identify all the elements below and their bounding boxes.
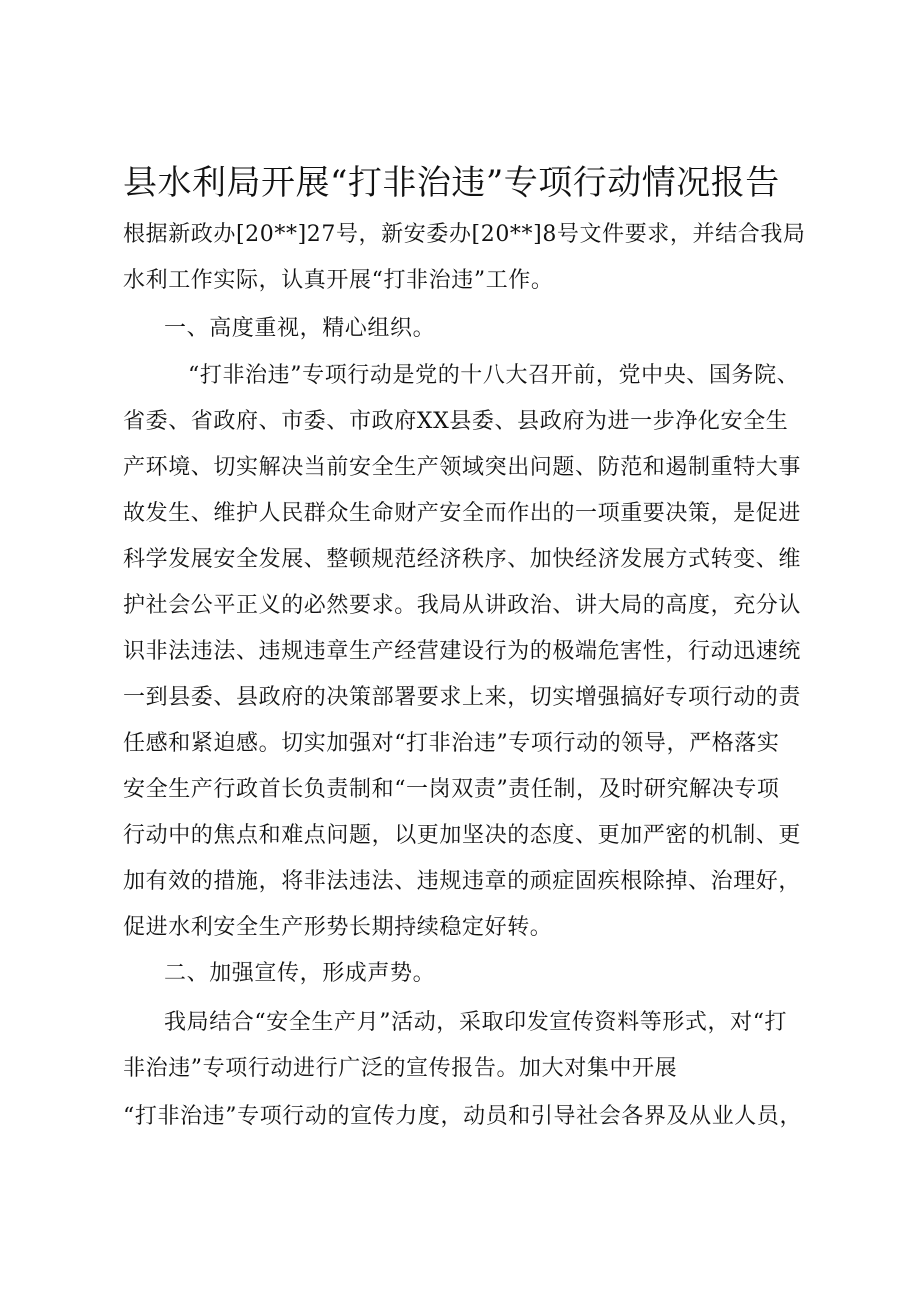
paragraph-line: 水利工作实际，认真开展“打非治违”工作。 — [123, 268, 554, 293]
paragraph-line: 促进水利安全生产形势长期持续稳定好转。 — [123, 915, 553, 940]
paragraph-line: 故发生、维护人民群众生命财产安全而作出的一项重要决策，是促进 — [123, 501, 802, 526]
section-heading-1: 一、高度重视，精心组织。 — [164, 316, 436, 341]
paragraph-line: “打非治违”专项行动的宣传力度，动员和引导社会各界及从业人员， — [123, 1104, 803, 1129]
paragraph-line: 根据新政办[20**]27号，新安委办[20**]8号文件要求，并结合我局 — [123, 222, 806, 247]
paragraph-line: 安全生产行政首长负责制和“一岗双责”责任制，及时研究解决专项 — [123, 777, 780, 802]
paragraph-line: 一到县委、县政府的决策部署要求上来，切实增强搞好专项行动的责 — [123, 685, 802, 710]
paragraph-line: 识非法违法、违规违章生产经营建设行为的极端危害性，行动迅速统 — [123, 639, 802, 664]
paragraph-line: 非治违”专项行动进行广泛的宣传报告。加大对集中开展 — [123, 1056, 678, 1081]
paragraph-line: 行动中的焦点和难点问题，以更加坚决的态度、更加严密的机制、更 — [123, 823, 802, 848]
paragraph-line: 省委、省政府、市委、市政府XX县委、县政府为进一步净化安全生 — [123, 409, 789, 434]
paragraph-line: 科学发展安全发展、整顿规范经济秩序、加快经济发展方式转变、维 — [123, 547, 802, 572]
paragraph-line: 加有效的措施，将非法违法、违规违章的顽症固疾根除掉、治理好， — [123, 869, 802, 894]
paragraph-line: 产环境、切实解决当前安全生产领域突出问题、防范和遏制重特大事 — [123, 455, 802, 480]
paragraph-line: 我局结合“安全生产月”活动，采取印发宣传资料等形式，对“打 — [164, 1010, 788, 1035]
document-title: 县水利局开展“打非治违”专项行动情况报告 — [123, 163, 780, 203]
paragraph-line: 护社会公平正义的必然要求。我局从讲政治、讲大局的高度，充分认 — [123, 593, 802, 618]
section-heading-2: 二、加强宣传，形成声势。 — [164, 961, 436, 986]
paragraph-line: “打非治违”专项行动是党的十八大召开前，党中央、国务院、 — [188, 363, 800, 388]
paragraph-line: 任感和紧迫感。切实加强对“打非治违”专项行动的领导，严格落实 — [123, 731, 780, 756]
